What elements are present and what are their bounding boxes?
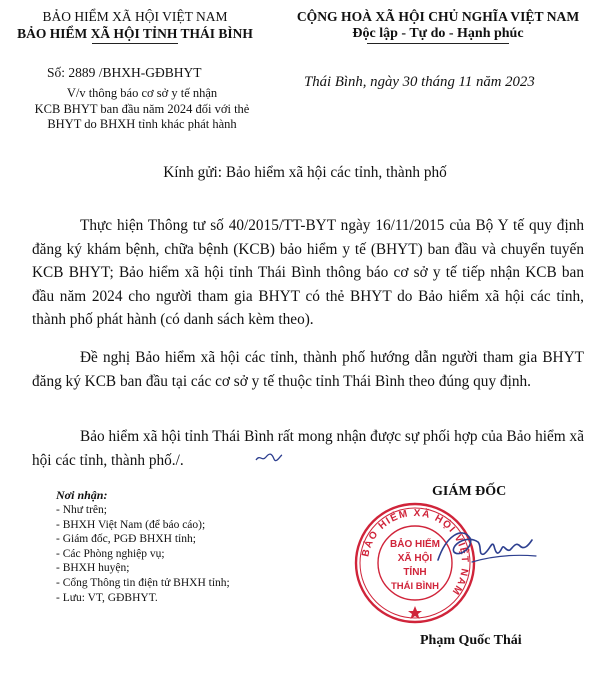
seal-center-line: TỈNH [403,567,427,578]
recipient-item: - BHXH huyện; [56,562,130,575]
subject-line: V/v thông báo cơ sở y tế nhận [66,86,218,100]
subject-line: BHYT do BHXH tỉnh khác phát hành [47,117,237,132]
motto-underline [367,43,509,44]
seal-center-line: BẢO HIỂM [390,539,440,550]
recipients-title: Nơi nhận: [56,488,108,502]
seal-center-line: XÃ HỘI [397,553,433,564]
handwritten-signature [432,516,552,576]
national-motto: Độc lập - Tự do - Hạnh phúc [352,26,524,41]
document-subject [22,86,262,133]
national-header-block [268,8,608,42]
seal-center-line: THÁI BÌNH [390,581,440,592]
agency-underline [92,43,178,44]
agency-parent: BẢO HIỂM XÃ HỘI VIỆT NAM [42,9,228,24]
signer-position: GIÁM ĐỐC [432,484,507,499]
recipient-item: - Như trên; [56,504,107,516]
recipient-item: - Giám đốc, PGĐ BHXH tỉnh; [56,533,196,546]
body-paragraph: Thực hiện Thông tư số 40/2015/TT-BYT ngày 16/11/2015 của Bộ Y tế quy định đăng ký khám bệnh, chữa bệnh (KCB) bảo hiểm y tế (BHYT) ban đầu và chuyển tuyến KCB BHYT; Bảo hiểm xã hội tỉnh Thái Bình thông báo cơ sở y tế tiếp nhận KCB ban đầu năm 2024 cho người tham gia BHYT có thẻ BHYT do Bảo hiểm xã hội các tỉnh, thành phố phát hành (có danh sách kèm theo). [32,217,584,329]
addressee: Kính gửi: Bảo hiểm xã hội các tỉnh, thành phố [163,164,447,181]
place-and-date: Thái Bình, ngày 30 tháng 11 năm 2023 [304,74,535,90]
seal-outer-text: BẢO HIỂM XÃ HỘI VIỆT NAM [360,507,471,598]
signer-name: Phạm Quốc Thái [420,633,522,648]
recipient-item: - BHXH Việt Nam (để báo cáo); [56,518,206,531]
document-number: Số: 2889 /BHXH-GĐBHYT [47,65,202,80]
recipient-item: - Lưu: VT, GĐBHYT. [56,591,158,604]
country-name: CỘNG HOÀ XÃ HỘI CHỦ NGHĨA VIỆT NAM [296,9,580,24]
agency-name: BẢO HIỂM XÃ HỘI TỈNH THÁI BÌNH [17,26,253,41]
seal-star-icon [408,606,422,619]
subject-line: KCB BHYT ban đầu năm 2024 đối với thẻ [34,101,250,116]
initial-scribble [254,450,284,464]
recipient-item: - Các Phòng nghiệp vụ; [56,547,165,560]
recipient-item: - Cổng Thông tin điện tử BHXH tỉnh; [56,576,230,589]
issuing-agency-block [10,8,260,42]
body-paragraph: Bảo hiểm xã hội tỉnh Thái Bình rất mong nhận được sự phối hợp của Bảo hiểm xã hội các tỉnh, thành phố./. [32,428,584,469]
body-paragraph: Đề nghị Bảo hiểm xã hội các tỉnh, thành phố hướng dẫn người tham gia BHYT đăng ký KCB ban đầu tại các cơ sở y tế thuộc tỉnh Thái Bình theo đúng quy định. [32,349,584,390]
recipients-block [56,488,230,605]
